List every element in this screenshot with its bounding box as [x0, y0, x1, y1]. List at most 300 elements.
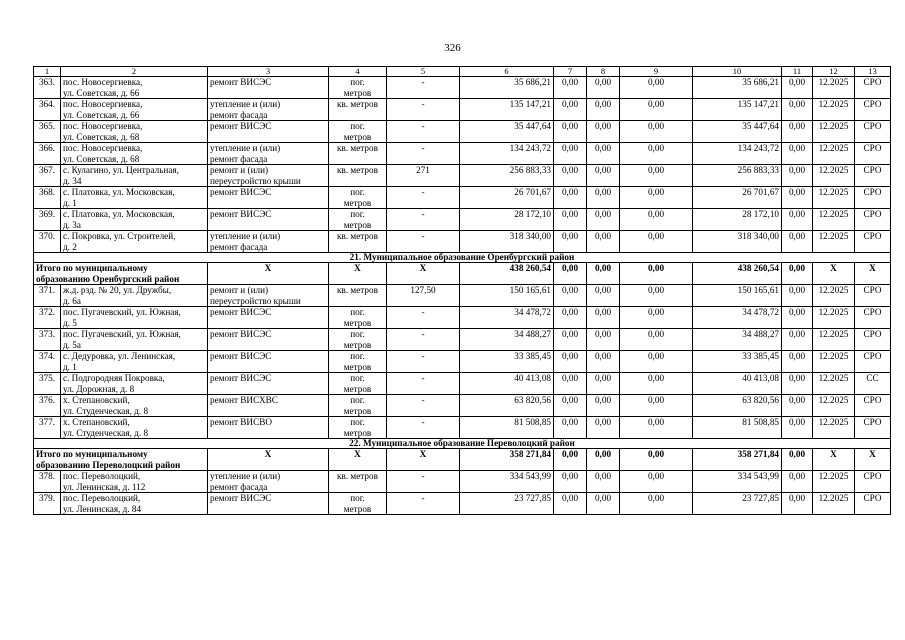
cell-c10: 34 488,27 [693, 329, 782, 351]
cell-cost: 28 172,10 [460, 209, 554, 231]
cell-c13: СС [855, 373, 891, 395]
total-c9: 0,00 [620, 263, 693, 285]
cell-c8: 0,00 [587, 373, 620, 395]
total-c7: 0,00 [554, 263, 587, 285]
cell-c8: 0,00 [587, 471, 620, 493]
cell-c7: 0,00 [554, 417, 587, 439]
cell-c7: 0,00 [554, 329, 587, 351]
work-type-cell [208, 143, 329, 165]
cell-c8: 0,00 [587, 329, 620, 351]
total-label-line: образованию Оренбургский район [36, 273, 180, 284]
cell-c9: 0,00 [620, 187, 693, 209]
unit-cell-line: пог. [350, 373, 365, 383]
table-row [34, 307, 891, 329]
address-cell [61, 165, 208, 187]
total-c8: 0,00 [587, 263, 620, 285]
cell-c12: 12.2025 [813, 373, 855, 395]
cell-c8: 0,00 [587, 493, 620, 515]
cell-c13: СРО [855, 99, 891, 121]
cell-c10: 63 820,56 [693, 395, 782, 417]
address-cell-line: д. 1 [63, 197, 77, 208]
total-label-line: Итого по муниципальному [36, 449, 148, 459]
table-body [34, 67, 891, 515]
cell-qty: - [387, 329, 460, 351]
unit-cell [329, 209, 387, 231]
table-row [34, 99, 891, 121]
cell-c11: 0,00 [782, 165, 813, 187]
cell-c12: 12.2025 [813, 143, 855, 165]
unit-cell-line: метров [343, 131, 372, 142]
cell-c8: 0,00 [587, 231, 620, 253]
row-number: 373. [34, 329, 61, 351]
cell-qty: 271 [387, 165, 460, 187]
work-type-cell-line: ремонт ВИСЭС [210, 77, 272, 87]
address-cell [61, 395, 208, 417]
cell-c11: 0,00 [782, 351, 813, 373]
cell-c9: 0,00 [620, 471, 693, 493]
cell-c9: 0,00 [620, 231, 693, 253]
cell-cost: 35 447,64 [460, 121, 554, 143]
table-row [34, 165, 891, 187]
unit-cell-line: метров [343, 87, 372, 98]
cell-c8: 0,00 [587, 351, 620, 373]
address-cell [61, 329, 208, 351]
address-cell-line: х. Степановский, [63, 417, 130, 427]
address-cell [61, 373, 208, 395]
section-heading: 22. Муниципальное образование Переволоцкий район [34, 439, 891, 449]
address-cell-line: пос. Новосергиевка, [63, 99, 143, 109]
cell-c12: 12.2025 [813, 471, 855, 493]
work-type-cell-line: ремонт ВИСЭС [210, 307, 272, 317]
unit-cell [329, 351, 387, 373]
cell-c10: 334 543,99 [693, 471, 782, 493]
cell-qty: - [387, 373, 460, 395]
row-number: 374. [34, 351, 61, 373]
work-type-cell [208, 77, 329, 99]
unit-cell [329, 285, 387, 307]
address-cell [61, 307, 208, 329]
cell-c13: СРО [855, 231, 891, 253]
cell-c8: 0,00 [587, 417, 620, 439]
page-number: 326 [444, 42, 461, 54]
unit-cell [329, 329, 387, 351]
column-number-6: 6 [460, 67, 554, 77]
address-cell-line: д. 2 [63, 241, 77, 252]
cell-c10: 135 147,21 [693, 99, 782, 121]
total-c11: 0,00 [782, 449, 813, 471]
cell-c11: 0,00 [782, 77, 813, 99]
section-heading: 21. Муниципальное образование Оренбургский район [34, 253, 891, 263]
total-row [34, 263, 891, 285]
cell-qty: - [387, 493, 460, 515]
cell-cost: 256 883,33 [460, 165, 554, 187]
cell-c8: 0,00 [587, 121, 620, 143]
total-label-line: образованию Переволоцкий район [36, 459, 181, 470]
unit-cell-line: кв. метров [337, 231, 378, 241]
cell-c12: 12.2025 [813, 395, 855, 417]
cell-c10: 26 701,67 [693, 187, 782, 209]
cell-c11: 0,00 [782, 143, 813, 165]
cell-c13: СРО [855, 471, 891, 493]
column-number-2: 2 [61, 67, 208, 77]
cell-c7: 0,00 [554, 99, 587, 121]
row-number: 375. [34, 373, 61, 395]
address-cell-line: д. 3а [63, 219, 81, 230]
address-cell-line: пос. Новосергиевка, [63, 121, 143, 131]
total-label [34, 263, 208, 285]
cell-cost: 81 508,85 [460, 417, 554, 439]
column-number-11: 11 [782, 67, 813, 77]
cell-cost: 35 686,21 [460, 77, 554, 99]
address-cell-line: пос. Переволоцкий, [63, 471, 141, 481]
row-number: 370. [34, 231, 61, 253]
unit-cell [329, 143, 387, 165]
unit-cell-line: пог. [350, 395, 365, 405]
cell-c13: СРО [855, 143, 891, 165]
cell-c12: 12.2025 [813, 351, 855, 373]
work-type-cell [208, 231, 329, 253]
work-type-cell [208, 329, 329, 351]
total-c13: Х [855, 263, 891, 285]
work-type-cell-line: утепление и (или) [210, 231, 281, 241]
address-cell-line: д. 6а [63, 295, 81, 306]
cell-c8: 0,00 [587, 209, 620, 231]
address-cell-line: пос. Новосергиевка, [63, 77, 143, 87]
cell-c10: 150 165,61 [693, 285, 782, 307]
row-number: 368. [34, 187, 61, 209]
address-cell-line: д. 1 [63, 361, 77, 372]
column-number-8: 8 [587, 67, 620, 77]
cell-c7: 0,00 [554, 187, 587, 209]
cell-cost: 334 543,99 [460, 471, 554, 493]
cell-c9: 0,00 [620, 77, 693, 99]
address-cell [61, 417, 208, 439]
work-type-cell-line: ремонт ВИСЭС [210, 493, 272, 503]
total-cost: 358 271,84 [460, 449, 554, 471]
cell-c10: 134 243,72 [693, 143, 782, 165]
cell-qty: - [387, 307, 460, 329]
total-c9: 0,00 [620, 449, 693, 471]
total-row [34, 449, 891, 471]
cell-cost: 33 385,45 [460, 351, 554, 373]
cell-c10: 35 447,64 [693, 121, 782, 143]
section-heading-row [34, 253, 891, 263]
cell-c12: 12.2025 [813, 231, 855, 253]
total-unit: Х [329, 449, 387, 471]
cell-c11: 0,00 [782, 417, 813, 439]
unit-cell-line: пог. [350, 307, 365, 317]
total-c10: 358 271,84 [693, 449, 782, 471]
unit-cell-line: пог. [350, 121, 365, 131]
work-type-cell-line: утепление и (или) [210, 99, 281, 109]
row-number: 371. [34, 285, 61, 307]
work-type-cell [208, 471, 329, 493]
unit-cell-line: метров [343, 405, 372, 416]
unit-cell [329, 231, 387, 253]
cell-c9: 0,00 [620, 351, 693, 373]
cell-c10: 318 340,00 [693, 231, 782, 253]
cell-qty: - [387, 351, 460, 373]
address-cell-line: х. Степановский, [63, 395, 130, 405]
work-type-cell-line: переустройство крыши [210, 175, 301, 186]
cell-cost: 34 478,72 [460, 307, 554, 329]
cell-cost: 135 147,21 [460, 99, 554, 121]
address-cell-line: ул. Советская, д. 66 [63, 87, 140, 98]
cell-c13: СРО [855, 417, 891, 439]
work-type-cell-line: ремонт и (или) [210, 285, 269, 295]
table-row [34, 121, 891, 143]
cell-c13: СРО [855, 351, 891, 373]
work-type-cell [208, 99, 329, 121]
cell-qty: - [387, 187, 460, 209]
cell-qty: - [387, 121, 460, 143]
work-type-cell-line: утепление и (или) [210, 471, 281, 481]
unit-cell-line: метров [343, 383, 372, 394]
cell-c13: СРО [855, 329, 891, 351]
address-cell-line: пос. Переволоцкий, [63, 493, 141, 503]
cell-c11: 0,00 [782, 187, 813, 209]
cell-c13: СРО [855, 165, 891, 187]
unit-cell [329, 493, 387, 515]
work-type-cell-line: ремонт ВИСЭС [210, 187, 272, 197]
address-cell [61, 187, 208, 209]
work-type-cell [208, 307, 329, 329]
total-work: Х [208, 263, 329, 285]
cell-c10: 40 413,08 [693, 373, 782, 395]
work-type-cell-line: ремонт ВИСХВС [210, 395, 278, 405]
cell-cost: 40 413,08 [460, 373, 554, 395]
column-number-9: 9 [620, 67, 693, 77]
cell-c7: 0,00 [554, 285, 587, 307]
cell-qty: - [387, 77, 460, 99]
unit-cell [329, 187, 387, 209]
unit-cell-line: пог. [350, 493, 365, 503]
address-cell-line: ж.д. рзд. № 20, ул. Дружбы, [63, 285, 172, 295]
address-cell [61, 209, 208, 231]
cell-c7: 0,00 [554, 373, 587, 395]
cell-c11: 0,00 [782, 471, 813, 493]
address-cell-line: с. Покровка, ул. Строителей, [63, 231, 176, 241]
cell-c13: СРО [855, 187, 891, 209]
cell-c9: 0,00 [620, 121, 693, 143]
unit-cell [329, 417, 387, 439]
total-qty: Х [387, 449, 460, 471]
cell-c7: 0,00 [554, 471, 587, 493]
cell-c12: 12.2025 [813, 187, 855, 209]
cell-c7: 0,00 [554, 121, 587, 143]
cell-c7: 0,00 [554, 395, 587, 417]
cell-cost: 23 727,85 [460, 493, 554, 515]
unit-cell [329, 395, 387, 417]
cell-c7: 0,00 [554, 231, 587, 253]
cell-cost: 63 820,56 [460, 395, 554, 417]
cell-c13: СРО [855, 209, 891, 231]
cell-c13: СРО [855, 395, 891, 417]
column-number-5: 5 [387, 67, 460, 77]
cell-c10: 34 478,72 [693, 307, 782, 329]
cell-c12: 12.2025 [813, 417, 855, 439]
unit-cell [329, 373, 387, 395]
cell-c8: 0,00 [587, 143, 620, 165]
cell-c10: 33 385,45 [693, 351, 782, 373]
row-number: 363. [34, 77, 61, 99]
cell-qty: - [387, 143, 460, 165]
cell-c11: 0,00 [782, 209, 813, 231]
table-row [34, 209, 891, 231]
cell-c13: СРО [855, 121, 891, 143]
column-number-13: 13 [855, 67, 891, 77]
unit-cell-line: метров [343, 317, 372, 328]
cell-qty: - [387, 99, 460, 121]
address-cell [61, 77, 208, 99]
address-cell-line: пос. Пугачевский, ул. Южная, [63, 307, 181, 317]
cell-c9: 0,00 [620, 493, 693, 515]
cell-cost: 34 488,27 [460, 329, 554, 351]
table-row [34, 351, 891, 373]
work-type-cell-line: ремонт фасада [210, 481, 268, 492]
address-cell-line: с. Кулагино, ул. Центральная, [63, 165, 179, 175]
column-number-1: 1 [34, 67, 61, 77]
work-type-cell-line: ремонт и (или) [210, 165, 269, 175]
total-c12: Х [813, 263, 855, 285]
cell-qty: - [387, 417, 460, 439]
unit-cell-line: пог. [350, 77, 365, 87]
cell-qty: 127,50 [387, 285, 460, 307]
column-number-10: 10 [693, 67, 782, 77]
work-type-cell-line: ремонт фасада [210, 153, 268, 164]
table-row [34, 493, 891, 515]
row-number: 365. [34, 121, 61, 143]
cell-c11: 0,00 [782, 307, 813, 329]
work-type-cell-line: утепление и (или) [210, 143, 281, 153]
work-type-cell [208, 395, 329, 417]
cell-c7: 0,00 [554, 165, 587, 187]
total-c12: Х [813, 449, 855, 471]
row-number: 379. [34, 493, 61, 515]
cell-c11: 0,00 [782, 395, 813, 417]
address-cell [61, 351, 208, 373]
work-type-cell [208, 373, 329, 395]
cell-c12: 12.2025 [813, 121, 855, 143]
cell-cost: 26 701,67 [460, 187, 554, 209]
cell-c7: 0,00 [554, 209, 587, 231]
work-type-cell [208, 165, 329, 187]
cell-cost: 134 243,72 [460, 143, 554, 165]
unit-cell [329, 471, 387, 493]
total-c10: 438 260,54 [693, 263, 782, 285]
table-row [34, 373, 891, 395]
cell-c11: 0,00 [782, 493, 813, 515]
address-cell-line: д. 34 [63, 175, 82, 186]
unit-cell-line: кв. метров [337, 99, 378, 109]
cell-c10: 23 727,85 [693, 493, 782, 515]
table-row [34, 329, 891, 351]
section-heading-row [34, 439, 891, 449]
unit-cell-line: пог. [350, 351, 365, 361]
total-c7: 0,00 [554, 449, 587, 471]
cell-c8: 0,00 [587, 99, 620, 121]
unit-cell-line: метров [343, 503, 372, 514]
cell-c9: 0,00 [620, 285, 693, 307]
cell-c13: СРО [855, 285, 891, 307]
table-row [34, 77, 891, 99]
work-type-cell [208, 285, 329, 307]
table-row [34, 417, 891, 439]
cell-c8: 0,00 [587, 187, 620, 209]
column-number-12: 12 [813, 67, 855, 77]
cell-c9: 0,00 [620, 417, 693, 439]
repair-schedule-table [33, 66, 891, 515]
cell-c7: 0,00 [554, 77, 587, 99]
column-number-3: 3 [208, 67, 329, 77]
work-type-cell-line: ремонт ВИСЭС [210, 351, 272, 361]
total-qty: Х [387, 263, 460, 285]
address-cell [61, 99, 208, 121]
row-number: 376. [34, 395, 61, 417]
cell-cost: 150 165,61 [460, 285, 554, 307]
cell-cost: 318 340,00 [460, 231, 554, 253]
cell-c9: 0,00 [620, 143, 693, 165]
cell-qty: - [387, 209, 460, 231]
address-cell [61, 493, 208, 515]
address-cell-line: ул. Советская, д. 66 [63, 109, 140, 120]
work-type-cell-line: переустройство крыши [210, 295, 301, 306]
unit-cell-line: пог. [350, 417, 365, 427]
cell-c11: 0,00 [782, 329, 813, 351]
address-cell-line: с. Подгородняя Покровка, [63, 373, 165, 383]
cell-c9: 0,00 [620, 99, 693, 121]
total-label-line: Итого по муниципальному [36, 263, 148, 273]
cell-c12: 12.2025 [813, 77, 855, 99]
work-type-cell-line: ремонт ВИСЭС [210, 373, 272, 383]
address-cell [61, 143, 208, 165]
address-cell-line: ул. Ленинская, д. 84 [63, 503, 142, 514]
work-type-cell-line: ремонт ВИСЭС [210, 209, 272, 219]
cell-c13: СРО [855, 307, 891, 329]
table-row [34, 471, 891, 493]
cell-c7: 0,00 [554, 143, 587, 165]
cell-c12: 12.2025 [813, 493, 855, 515]
cell-c11: 0,00 [782, 231, 813, 253]
work-type-cell-line: ремонт фасада [210, 109, 268, 120]
address-cell [61, 471, 208, 493]
total-c8: 0,00 [587, 449, 620, 471]
row-number: 366. [34, 143, 61, 165]
work-type-cell [208, 121, 329, 143]
unit-cell [329, 307, 387, 329]
cell-c8: 0,00 [587, 77, 620, 99]
cell-c7: 0,00 [554, 307, 587, 329]
cell-qty: - [387, 471, 460, 493]
cell-c12: 12.2025 [813, 165, 855, 187]
cell-c11: 0,00 [782, 121, 813, 143]
address-cell-line: с. Дедуровка, ул. Ленинская, [63, 351, 176, 361]
cell-qty: - [387, 395, 460, 417]
cell-c9: 0,00 [620, 329, 693, 351]
cell-c11: 0,00 [782, 99, 813, 121]
unit-cell [329, 77, 387, 99]
total-unit: Х [329, 263, 387, 285]
column-number-4: 4 [329, 67, 387, 77]
column-number-header-row [34, 67, 891, 77]
cell-c9: 0,00 [620, 165, 693, 187]
address-cell [61, 285, 208, 307]
row-number: 377. [34, 417, 61, 439]
table-row [34, 231, 891, 253]
cell-c12: 12.2025 [813, 99, 855, 121]
cell-c7: 0,00 [554, 351, 587, 373]
row-number: 378. [34, 471, 61, 493]
